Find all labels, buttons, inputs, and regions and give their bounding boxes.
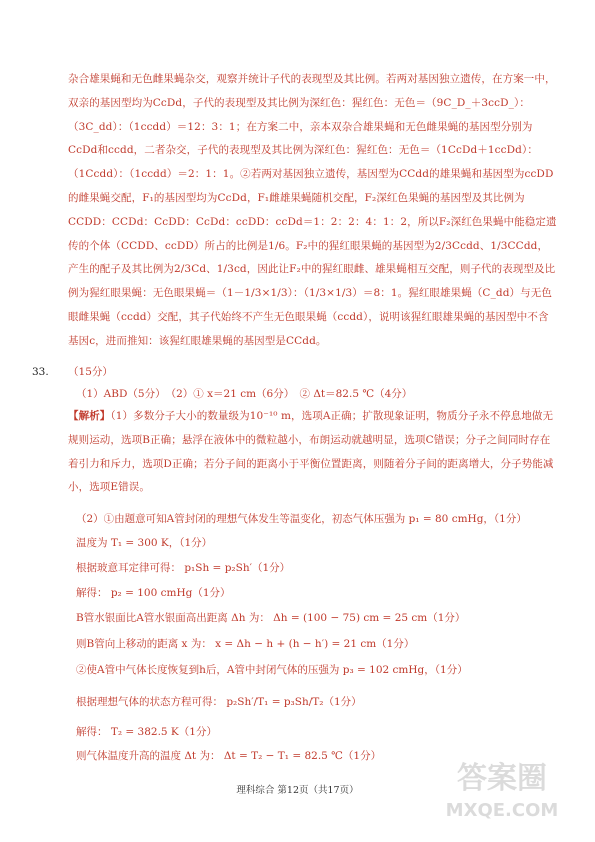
analysis-1-text: （1）多数分子大小的数量级为10⁻¹⁰ m，选项A正确；扩散现象证明，物质分子永不停息地做无规则运动，选项B正确；悬浮在液体中的微粒越小，布朗运动就越明显，选项C错误；分子之间同时存在着引力和斥力，选项D正确；若分子间的距离小于平衡位置距离，则随着分子间的距离增大，分子势能减小，选项E错误。	[68, 410, 554, 494]
solution-line: （2）①由题意可知A管封闭的理想气体发生等温变化，初态气体压强为 p₁ = 80 cmHg，（1分）	[76, 513, 527, 525]
solution-line: B管水银面比A管水银面高出距离 Δh 为： Δh = (100 − 75) cm = 25 cm（1分）	[76, 612, 466, 624]
solution-line: 则气体温度升高的温度 Δt 为： Δt = T₂ − T₁ = 82.5 ℃（1分）	[76, 750, 382, 762]
genetics-paragraph-text: 杂合雄果蝇和无色雌果蝇杂交，观察并统计子代的表现型及其比例。若两对基因独立遗传，在方案一中，双亲的基因型均为CcDd，子代的表现型及其比例为深红色：猩红色：无色＝（9C_D_＋3ccD_）：（3C_dd）：（1ccdd）＝12：3：1；在方案二中，亲本双杂合雄果蝇和无色雌果蝇的基因型分别为CcDd和ccdd，二者杂交，子代的表现型及其比例为深红色：猩红色：无色＝（1CcDd＋1ccDd）：（1Ccdd）：（1ccdd）＝2：1：1。②若两对基因独立遗传，基因型为CCdd的雄果蝇和基因型为ccDD的雌果蝇交配，F₁的基因型均为CcDd，F₁雌雄果蝇随机交配，F₂深红色果蝇的基因型及其比例为CCDD：CCDd：CcDD：CcDd：ccDD：ccDd＝1：2：2：4：1：2，所以F₂深红色果蝇中能稳定遗传的个体（CCDD、ccDD）所占的比例是1/6。F₂中的猩红眼果蝇的基因型为2/3Ccdd、1/3CCdd，产生的配子及其比例为2/3Cd、1/3cd，因此让F₂中的猩红眼雌、雄果蝇相互交配，则子代的表现型及比例为猩红眼果蝇：无色眼果蝇＝（1－1/3×1/3）：（1/3×1/3）＝8：1。猩红眼雄果蝇（C_dd）与无色眼雌果蝇（ccdd）交配，其子代始终不产生无色眼果蝇（ccdd），说明该猩红眼雄果蝇的基因型中不含基因c，进而推知：该猩红眼雄果蝇的基因型是CCdd。	[68, 73, 557, 347]
solution-line: 温度为 T₁ = 300 K，（1分）	[76, 537, 213, 549]
analysis-part-1	[68, 405, 558, 500]
solution-line: 解得： T₂ = 382.5 K（1分）	[76, 726, 217, 738]
solution-line: 根据玻意耳定律可得： p₁Sh = p₂Sh′（1分）	[76, 562, 291, 574]
page-footer: 理科综合 第12页（共17页）	[236, 785, 359, 796]
solution-line: 根据理想气体的状态方程可得： p₂Sh′/T₁ = p₃Sh/T₂（1分）	[76, 696, 362, 708]
watermark-logo	[427, 748, 577, 828]
genetics-analysis-paragraph	[68, 68, 558, 354]
watermark-line1: 答案圈	[457, 761, 547, 796]
analysis-label: 【解析】	[68, 410, 111, 422]
watermark-line2: MXQE.COM	[445, 800, 559, 821]
question-number: 33.	[32, 366, 49, 378]
question-33-answers: （1）ABD（5分） （2）① x＝21 cm（6分） ② Δt＝82.5 ℃（4分）	[76, 388, 413, 400]
question-score: （15分）	[68, 366, 113, 378]
question-33-header	[32, 364, 113, 379]
solution-line: ②使A管中气体长度恢复到h后，A管中封闭气体的压强为 p₃ = 102 cmHg，（1分）	[76, 664, 468, 676]
solution-line: 解得： p₂ = 100 cmHg（1分）	[76, 587, 231, 599]
solution-line: 则B管向上移动的距离 x 为： x = Δh − h + (h − h′) = 21 cm（1分）	[76, 638, 415, 650]
